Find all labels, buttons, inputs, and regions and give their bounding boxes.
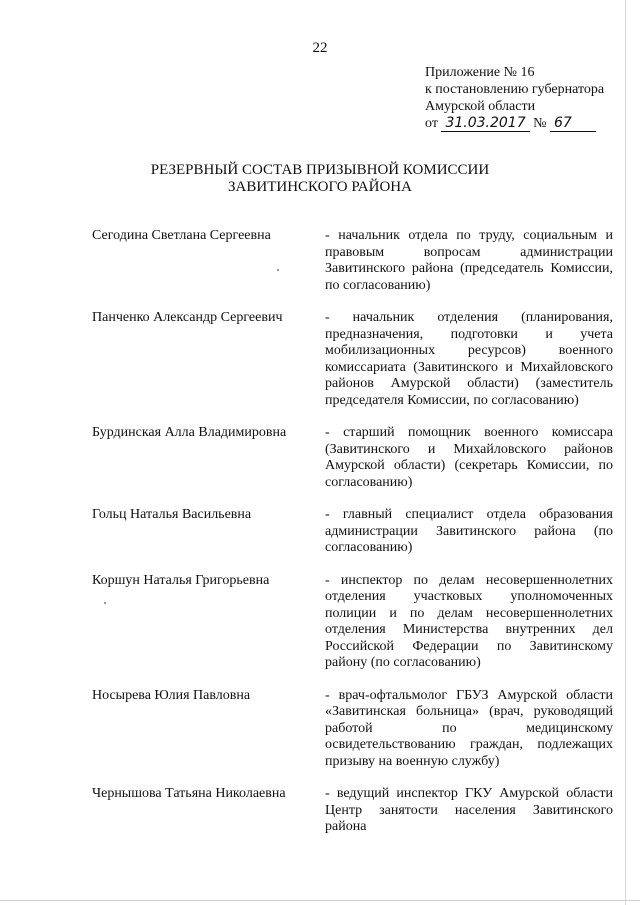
document-title <box>0 162 640 196</box>
member-role: - старший помощник военного комиссара (Завитинского и Михайловского районов Амурской области) (секретарь Комиссии, по согласованию) <box>325 425 613 490</box>
scan-bottom-line <box>0 900 640 901</box>
handwritten-date: 31.03.2017 <box>441 116 529 132</box>
member-name: Гольц Наталья Васильевна <box>92 507 252 522</box>
member-name: Носырева Юлия Павловна <box>92 687 251 703</box>
appendix-date-line <box>425 115 625 132</box>
member-role: - ведущий инспектор ГКУ Амурской области Центр занятости населения Завитинского района <box>325 786 613 834</box>
member-name: Коршун Наталья Григорьевна <box>92 572 270 588</box>
member-name: Чернышова Татьяна Николаевна <box>92 786 286 801</box>
number-prefix: № <box>533 116 547 131</box>
member-role: - начальник отделения (планирования, предназначения, подготовки и учета мобилизационных ресурсов) военного комиссариата (Завитинского и Михайловского районов Амурской области) (заместитель председателя Комиссии, по согласованию) <box>325 310 613 408</box>
member-row <box>92 507 612 557</box>
members-list <box>92 228 612 836</box>
member-role: - главный специалист отдела образования администрации Завитинского района (по согласованию) <box>325 507 613 555</box>
title-line-2: ЗАВИТИНСКОГО РАЙОНА <box>228 179 412 195</box>
member-row <box>92 688 612 771</box>
member-name: Панченко Александр Сергеевич <box>92 310 283 325</box>
member-name: Бурдинская Алла Владимировна <box>92 425 287 440</box>
appendix-line-1: Приложение № 16 <box>425 65 535 80</box>
appendix-line-3: Амурской области <box>425 99 536 114</box>
member-name: Сегодина Светлана Сергеевна <box>92 228 271 243</box>
member-row <box>92 228 612 294</box>
member-row <box>92 573 612 672</box>
member-role: - начальник отдела по труду, социальным и правовым вопросам администрации Завитинского района (председатель Комиссии, по согласованию) <box>325 228 613 293</box>
scan-edge-line <box>625 0 626 905</box>
page-number: 22 <box>312 40 328 56</box>
member-row <box>92 310 612 409</box>
appendix-line-2: к постановлению губернатора <box>425 82 605 97</box>
member-role: - инспектор по делам несовершеннолетних отделения участковых уполномоченных полиции и по делам несовершеннолетних отделения Министерства внутренних дел Российской Федерации по Завитинскому району (по согласованию) <box>325 572 613 670</box>
member-row <box>92 786 612 836</box>
member-row <box>92 425 612 491</box>
member-role: - врач-офтальмолог ГБУЗ Амурской области «Завитинская больница» (врач, руководящий работой по медицинскому освидетельствованию граждан, подлежащих призыву на военную службу) <box>325 687 613 769</box>
appendix-block <box>425 64 625 132</box>
title-line-1: РЕЗЕРВНЫЙ СОСТАВ ПРИЗЫВНОЙ КОМИССИИ <box>150 162 490 178</box>
handwritten-number: 67 <box>550 116 596 132</box>
date-prefix: от <box>425 116 438 131</box>
